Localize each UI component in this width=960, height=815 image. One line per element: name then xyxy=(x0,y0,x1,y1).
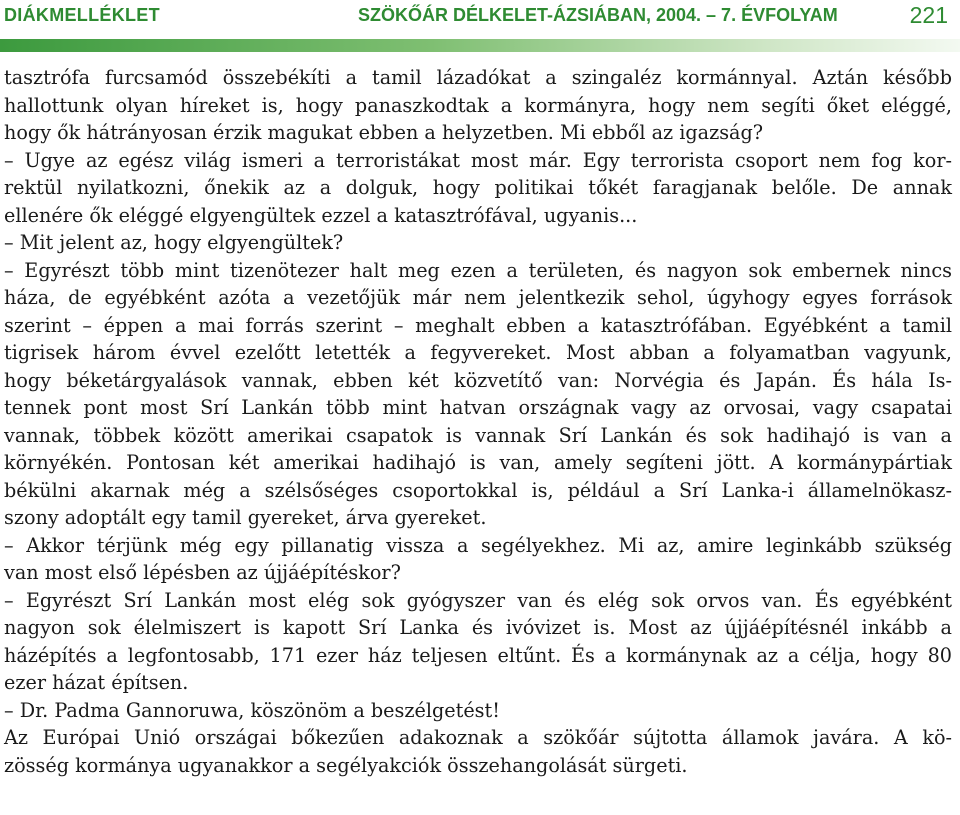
text-line: – Ugye az egész világ ismeri a terroristákat most már. Egy terrorista csoport nem fog kor- xyxy=(4,148,952,172)
text-line: Az Európai Unió országai bőkezűen adakoznak a szökőár sújtotta államok javára. A kö- xyxy=(4,726,952,749)
text-line: – Dr. Padma Gannoruwa, köszönöm a beszélgetést! xyxy=(4,698,500,722)
text-line: nagyon sok élelmiszert is kapott Srí Lanka és ivóvizet is. Most az újjáépítésnél inkább a xyxy=(4,616,952,639)
text-line: – Egyrészt Srí Lankán most elég sok gyógyszer van és elég sok orvos van. És egyébként xyxy=(4,588,952,612)
header-gradient-rule xyxy=(0,39,960,52)
text-line: zösség kormánya ugyanakkor a segélyakciók összehangolását sürgeti. xyxy=(4,753,688,777)
text-line: ellenére ők eléggé elgyengültek ezzel a katasztrófával, ugyanis... xyxy=(4,203,638,227)
text-line: hogy béketárgyalások vannak, ebben két közvetítő van: Norvégia és Japán. És hála Is- xyxy=(4,368,952,392)
publication-title: SZÖKŐÁR DÉLKELET-ÁZSIÁBAN, 2004. – 7. ÉVFOLYAM xyxy=(358,5,838,25)
text-line: – Akkor térjünk még egy pillanatig vissza a segélyekhez. Mi az, amire leginkább szükség xyxy=(4,533,952,557)
text-line: tennek pont most Srí Lankán több mint hatvan országnak vagy az orvosai, vagy csapatai xyxy=(4,396,952,419)
text-line: tasztrófa furcsamód összebékíti a tamil lázadókat a szingaléz kormánnyal. Aztán később xyxy=(4,66,952,89)
text-line: békülni akarnak még a szélsőséges csoportokkal is, például a Srí Lanka-i államelnökasz- xyxy=(4,478,952,502)
text-line: szony adoptált egy tamil gyereket, árva gyereket. xyxy=(4,506,487,529)
text-line: házépítés a legfontosabb, 171 ezer ház teljesen eltűnt. És a kormánynak az a célja, hogy 80 xyxy=(4,643,952,667)
text-line: környékén. Pontosan két amerikai hadihajó is van, amely segíteni jött. A kormánypártiak xyxy=(4,451,952,474)
article-body xyxy=(4,64,952,779)
text-line: szerint – éppen a mai forrás szerint – meghalt ebben a katasztrófában. Egyébként a tamil xyxy=(4,313,952,337)
section-label: DIÁKMELLÉKLET xyxy=(4,5,160,25)
text-line: hogy ők hátrányosan érzik magukat ebben a helyzetben. Mi ebből az igazság? xyxy=(4,121,764,144)
text-line: háza, de egyébként azóta a vezetőjük már nem jelentkezik sehol, úgyhogy egyes források xyxy=(4,286,952,309)
running-header xyxy=(0,0,960,34)
text-line: hallottunk olyan híreket is, hogy panaszkodtak a kormányra, hogy nem segíti őket eléggé, xyxy=(4,93,952,117)
page-number: 221 xyxy=(909,2,948,28)
text-line: – Egyrészt több mint tizenötezer halt meg ezen a területen, és nagyon sok embernek nincs xyxy=(4,258,952,282)
text-line: tigrisek három évvel ezelőtt letették a fegyvereket. Most abban a folyamatban vagyunk, xyxy=(4,341,952,364)
text-line: ezer házat építsen. xyxy=(4,671,189,694)
text-line: vannak, többek között amerikai csapatok is vannak Srí Lankán és sok hadihajó is van a xyxy=(4,423,952,447)
text-line: van most első lépésben az újjáépítéskor? xyxy=(4,561,401,584)
text-line: – Mit jelent az, hogy elgyengültek? xyxy=(4,231,344,254)
text-line: rektül nyilatkozni, őnekik az a dolguk, hogy politikai tőkét faragjanak belőle. De annak xyxy=(4,176,952,199)
